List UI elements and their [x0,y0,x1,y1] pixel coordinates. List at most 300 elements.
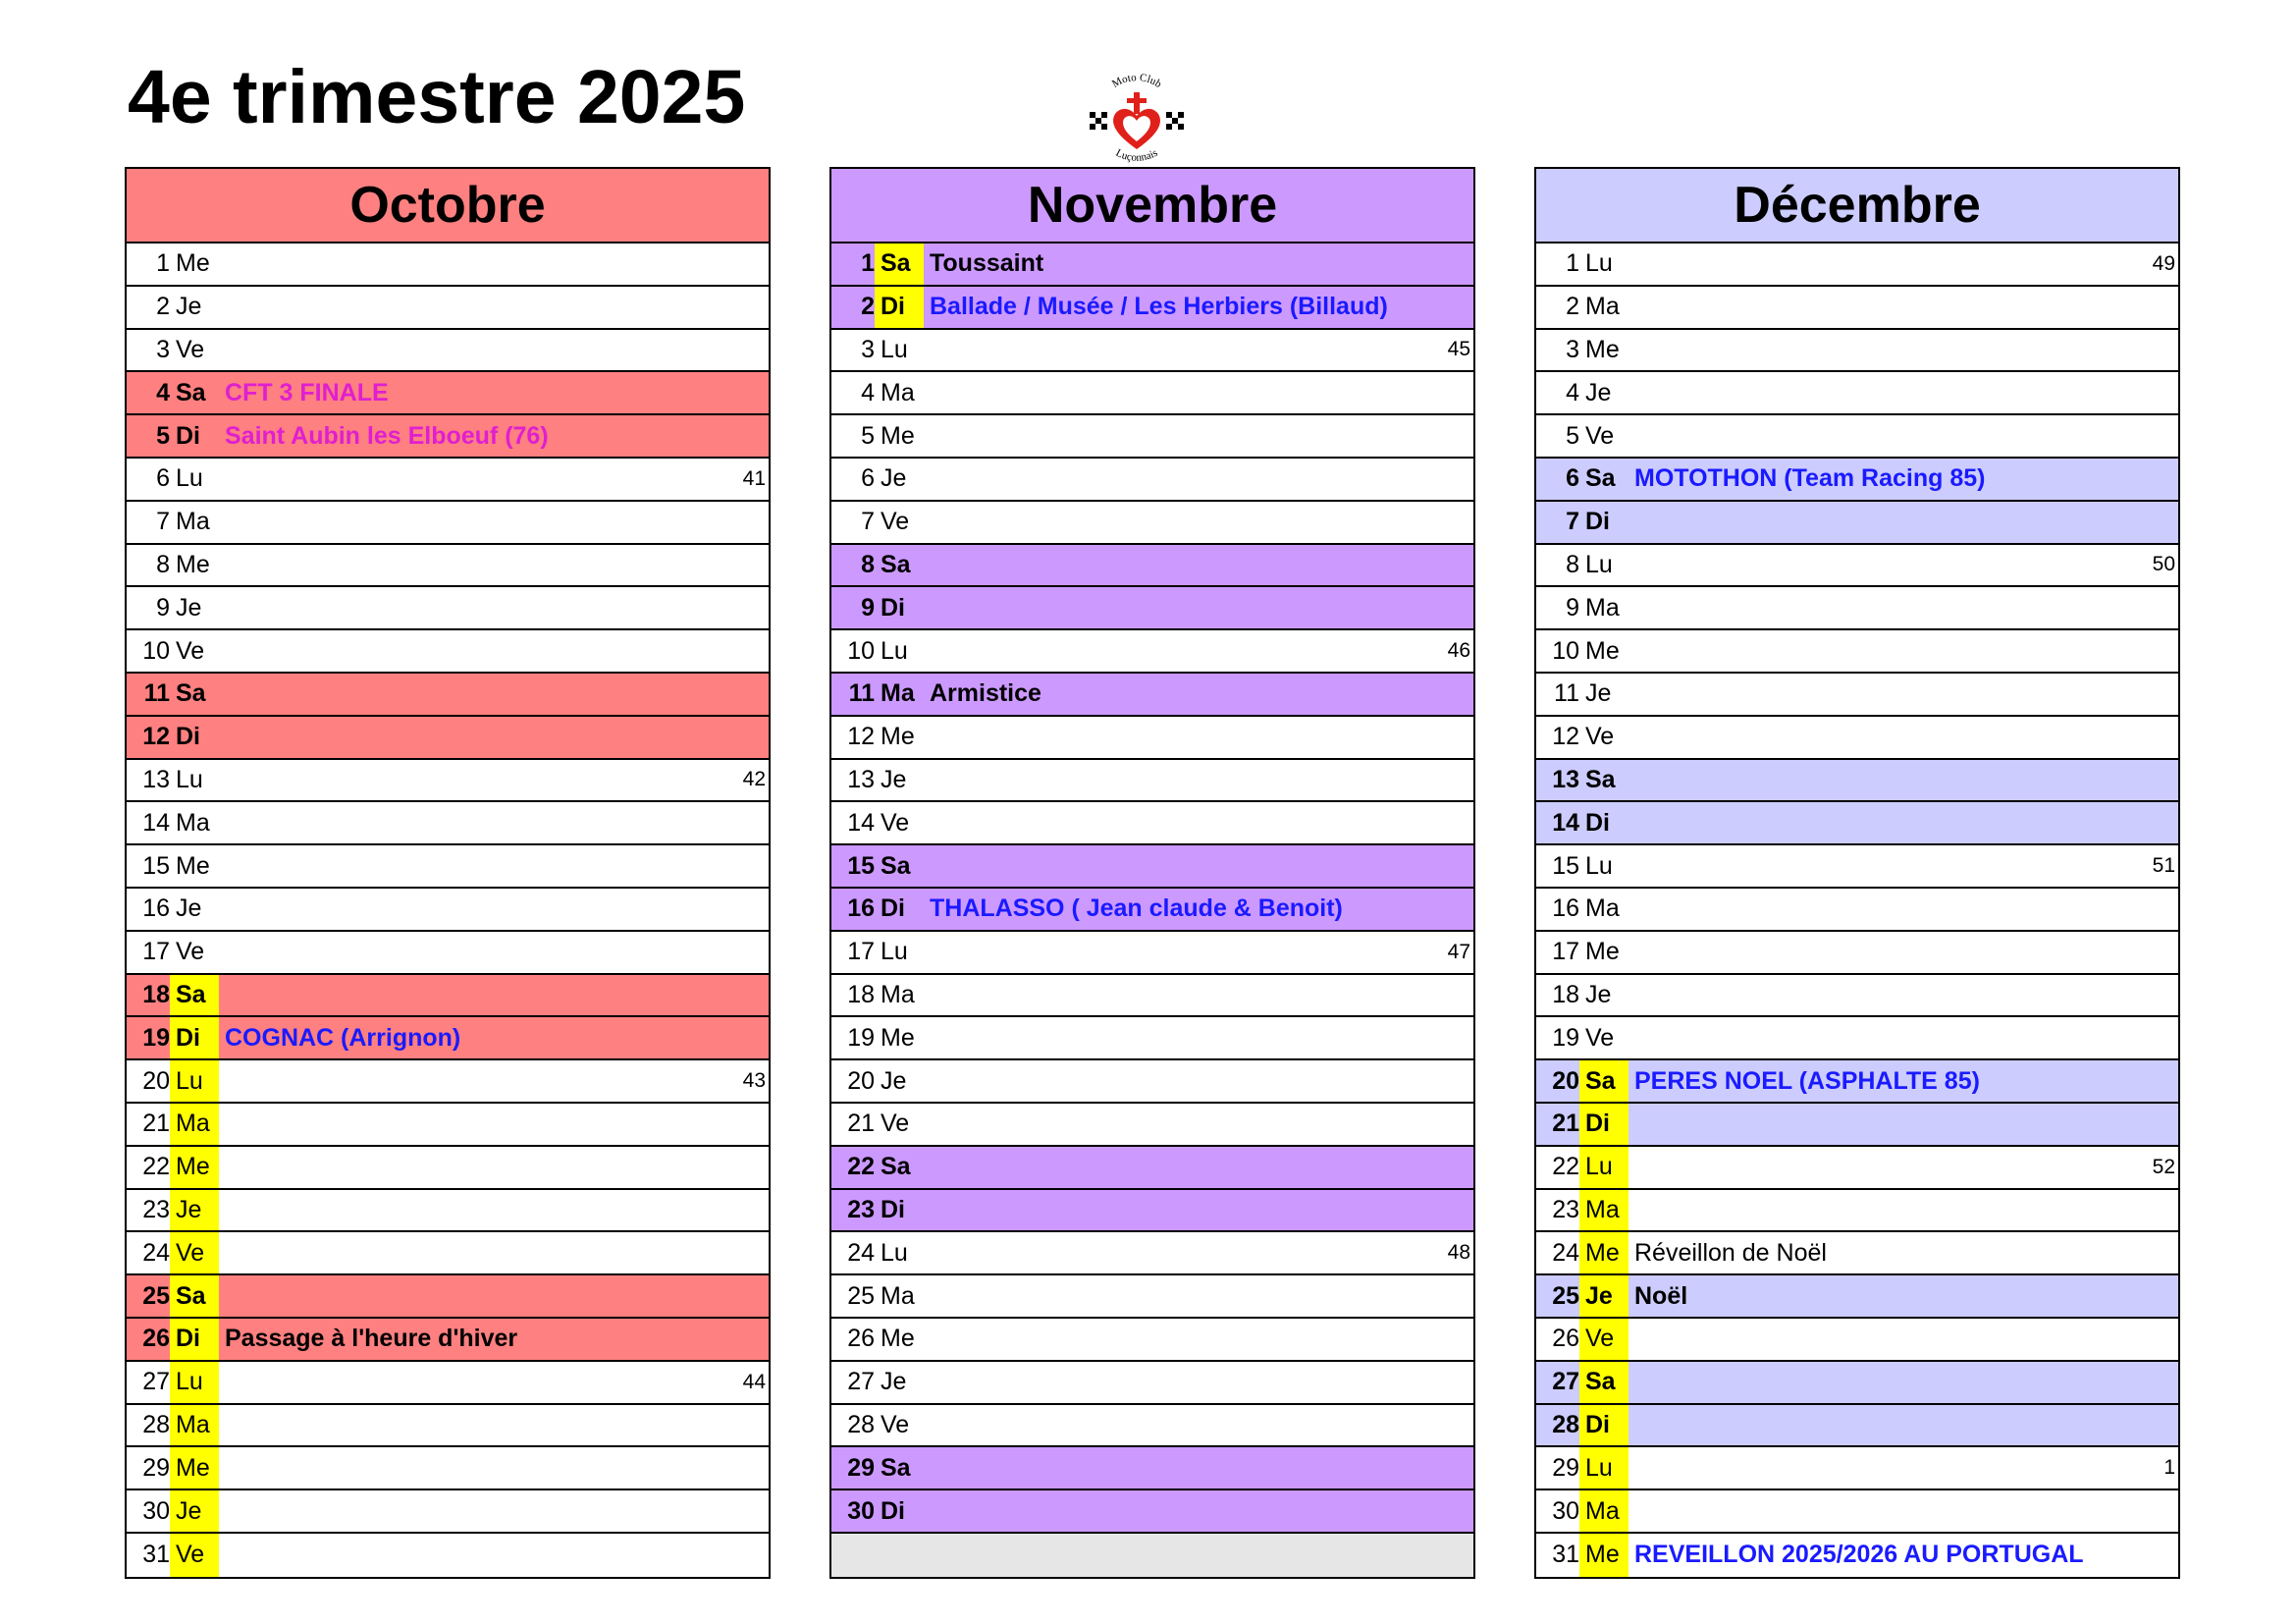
day-name: Ma [881,980,915,1008]
day-number: 23 [847,1195,875,1223]
day-name: Me [1579,1232,1629,1273]
day-row [1536,1104,2178,1147]
day-number: 7 [861,508,875,536]
day-number: 17 [142,938,170,966]
day-number: 19 [847,1023,875,1052]
event-text: Ballade / Musée / Les Herbiers (Billaud) [930,293,1388,321]
day-row [1536,717,2178,760]
day-name: Je [1579,1275,1629,1317]
week-number: 42 [742,768,766,791]
month-header: Novembre [831,169,1473,244]
day-row [127,1447,769,1490]
day-name: Je [1585,679,1612,708]
day-row [127,975,769,1018]
event-text: REVEILLON 2025/2026 AU PORTUGAL [1634,1541,2084,1569]
event-text: Passage à l'heure d'hiver [225,1325,518,1353]
day-row [1536,674,2178,717]
day-row [831,545,1473,588]
day-number: 4 [1566,378,1579,406]
day-row [1536,372,2178,415]
day-row [127,1190,769,1233]
day-row [831,1405,1473,1448]
day-row [127,244,769,287]
day-number: 24 [142,1238,170,1267]
day-row [1536,1534,2178,1577]
day-number: 21 [1552,1110,1579,1138]
day-number: 14 [142,808,170,837]
day-number: 18 [142,980,170,1008]
week-number: 1 [2163,1456,2175,1480]
day-row [831,760,1473,803]
day-row [831,459,1473,502]
day-row [1536,889,2178,932]
day-row [831,415,1473,459]
day-row [1536,1319,2178,1362]
day-row [831,1147,1473,1190]
day-name: Sa [170,975,219,1016]
day-row [1536,630,2178,674]
day-name: Sa [881,550,911,578]
day-name: Je [1585,378,1612,406]
day-row [1536,502,2178,545]
day-number: 12 [1552,723,1579,751]
event-text: Saint Aubin les Elboeuf (76) [225,421,549,450]
day-row [1536,1447,2178,1490]
day-row [831,1190,1473,1233]
day-row [831,244,1473,287]
day-number: 8 [156,550,170,578]
day-row [127,802,769,845]
day-number: 16 [1552,894,1579,923]
day-name: Ma [881,378,915,406]
day-number: 29 [847,1453,875,1482]
day-name: Ma [176,808,210,837]
day-row [1536,1232,2178,1275]
day-row [127,760,769,803]
event-text: COGNAC (Arrignon) [225,1023,461,1052]
day-row [127,1275,769,1319]
day-number: 9 [156,593,170,622]
day-name: Lu [176,765,203,793]
day-name: Di [1585,808,1610,837]
month-header: Octobre [127,169,769,244]
day-name: Ve [881,508,910,536]
week-number: 51 [2152,854,2175,878]
day-name: Me [176,851,210,880]
day-row [1536,975,2178,1018]
day-number: 8 [1566,550,1579,578]
day-number: 1 [156,249,170,278]
day-number: 5 [156,421,170,450]
day-row [831,717,1473,760]
day-row [831,932,1473,975]
day-name: Ve [1585,723,1615,751]
day-name: Ve [1585,1023,1615,1052]
day-number: 11 [143,679,170,708]
day-number: 10 [847,636,875,665]
day-row [127,932,769,975]
day-name: Lu [881,636,908,665]
day-number: 30 [142,1496,170,1525]
day-number: 3 [861,335,875,363]
moto-club-logo [1088,71,1186,165]
day-row [127,1405,769,1448]
day-name: Je [1585,980,1612,1008]
day-name: Ve [170,1534,219,1577]
day-row [127,1017,769,1060]
day-name: Lu [881,1238,908,1267]
day-name: Lu [176,464,203,493]
day-row [127,1362,769,1405]
event-text: MOTOTHON (Team Racing 85) [1634,464,1986,493]
day-row [127,1147,769,1190]
day-name: Lu [1579,1147,1629,1188]
day-number: 27 [1552,1368,1579,1396]
day-number: 9 [1566,593,1579,622]
day-name: Ma [1585,593,1620,622]
svg-text:Moto Club [1110,72,1164,90]
logo-text-top: Moto Club [1109,72,1164,91]
day-name: Me [176,550,210,578]
week-number: 47 [1447,940,1470,963]
day-name: Lu [1579,1447,1629,1489]
day-row [127,372,769,415]
day-number: 11 [1554,679,1579,708]
day-number: 28 [142,1410,170,1438]
day-name: Je [881,1066,907,1095]
day-row [1536,1275,2178,1319]
day-name: Je [170,1490,219,1532]
day-number: 4 [156,378,170,406]
day-name: Sa [875,244,924,285]
day-name: Me [1585,636,1620,665]
day-name: Ma [1585,293,1620,321]
day-number: 2 [156,293,170,321]
day-row [1536,1490,2178,1534]
day-name: Ve [176,335,205,363]
day-name: Di [881,593,905,622]
day-number: 17 [1552,938,1579,966]
day-number: 1 [861,249,875,278]
day-row [1536,845,2178,889]
day-row [127,587,769,630]
day-name: Me [176,249,210,278]
day-name: Sa [881,851,911,880]
day-row [1536,287,2178,330]
day-number: 13 [142,765,170,793]
day-name: Ve [1579,1319,1629,1360]
day-row [1536,802,2178,845]
day-name: Ve [176,938,205,966]
day-number: 10 [142,636,170,665]
page-title: 4e trimestre 2025 [128,55,746,139]
week-number: 41 [742,466,766,490]
day-number: 26 [1552,1325,1579,1353]
day-number: 12 [847,723,875,751]
day-number: 6 [156,464,170,493]
day-name: Je [176,593,202,622]
day-row [1536,545,2178,588]
day-number: 25 [847,1281,875,1310]
day-row [127,889,769,932]
day-number: 11 [848,679,875,708]
day-row [1536,1060,2178,1104]
day-name: Ma [881,679,915,708]
day-number: 31 [142,1541,170,1569]
day-number: 23 [1552,1195,1579,1223]
week-number: 46 [1447,639,1470,663]
day-row [127,415,769,459]
day-name: Je [170,1190,219,1231]
day-row [1536,1190,2178,1233]
day-name: Ma [1579,1190,1629,1231]
day-number: 22 [847,1153,875,1181]
day-name: Ve [1585,421,1615,450]
day-number: 15 [847,851,875,880]
day-name: Ma [1585,894,1620,923]
day-name: Di [1579,1405,1629,1446]
day-name: Sa [176,378,206,406]
day-name: Sa [1585,765,1616,793]
month-table-0 [125,167,771,1579]
day-name: Di [170,1319,219,1360]
day-name: Ve [170,1232,219,1273]
day-name: Ma [170,1405,219,1446]
day-row [127,630,769,674]
month-table-1 [829,167,1475,1579]
day-row [831,1060,1473,1104]
day-row [127,845,769,889]
day-name: Ma [1579,1490,1629,1532]
day-name: Lu [170,1060,219,1102]
day-name: Di [881,894,905,923]
day-name: Ma [881,1281,915,1310]
day-name: Me [1579,1534,1629,1577]
week-number: 50 [2152,553,2175,576]
month-header: Décembre [1536,169,2178,244]
day-row [127,1319,769,1362]
day-number: 25 [1552,1281,1579,1310]
day-number: 20 [1552,1066,1579,1095]
day-row [831,845,1473,889]
day-row [831,287,1473,330]
day-row [127,330,769,373]
day-row [831,1104,1473,1147]
day-number: 27 [847,1368,875,1396]
day-number: 17 [847,938,875,966]
day-number: 1 [1566,249,1579,278]
svg-text:Luçonnais [1114,147,1160,164]
day-number: 12 [142,723,170,751]
day-row [127,459,769,502]
day-row [831,1362,1473,1405]
event-text: CFT 3 FINALE [225,378,389,406]
day-row [831,1534,1473,1577]
day-name: Lu [881,335,908,363]
day-row [127,1232,769,1275]
week-number: 49 [2152,251,2175,275]
day-name: Ma [176,508,210,536]
day-number: 27 [142,1368,170,1396]
day-name: Me [170,1447,219,1489]
event-text: Noël [1634,1281,1688,1310]
month-table-2 [1534,167,2180,1579]
day-name: Di [1585,508,1610,536]
day-name: Di [875,287,924,328]
day-number: 2 [861,293,875,321]
day-row [127,717,769,760]
week-number: 43 [742,1069,766,1093]
day-name: Lu [1585,550,1613,578]
day-name: Sa [170,1275,219,1317]
day-number: 5 [1566,421,1579,450]
day-number: 6 [1566,464,1579,493]
day-name: Me [881,1023,915,1052]
day-name: Lu [1585,851,1613,880]
day-row [831,372,1473,415]
day-number: 18 [1552,980,1579,1008]
day-number: 13 [1552,765,1579,793]
event-text: Armistice [930,679,1041,708]
day-name: Di [881,1195,905,1223]
day-number: 16 [142,894,170,923]
day-number: 14 [1552,808,1579,837]
day-number: 15 [1552,851,1579,880]
day-row [831,889,1473,932]
day-name: Di [176,723,200,751]
day-row [831,1447,1473,1490]
day-number: 30 [1552,1496,1579,1525]
day-name: Lu [881,938,908,966]
day-number: 4 [861,378,875,406]
day-number: 22 [1552,1153,1579,1181]
day-number: 13 [847,765,875,793]
day-number: 24 [1552,1238,1579,1267]
day-row [831,587,1473,630]
day-name: Sa [1579,1362,1629,1403]
day-name: Me [170,1147,219,1188]
day-row [831,674,1473,717]
event-text: PERES NOEL (ASPHALTE 85) [1634,1066,1980,1095]
day-row [1536,1405,2178,1448]
day-name: Me [881,723,915,751]
day-number: 6 [861,464,875,493]
day-name: Sa [176,679,206,708]
day-number: 19 [1552,1023,1579,1052]
day-row [831,502,1473,545]
day-name: Lu [1585,249,1613,278]
day-row [831,975,1473,1018]
day-row [831,1319,1473,1362]
week-number: 52 [2152,1155,2175,1178]
day-row [831,1490,1473,1534]
day-number: 7 [1566,508,1579,536]
day-name: Di [170,1017,219,1058]
day-number: 29 [142,1453,170,1482]
day-row [1536,932,2178,975]
day-number: 2 [1566,293,1579,321]
day-number: 24 [847,1238,875,1267]
day-name: Je [176,293,202,321]
day-row [127,502,769,545]
day-name: Me [1585,335,1620,363]
week-number: 48 [1447,1241,1470,1265]
day-name: Je [881,765,907,793]
day-number: 22 [142,1153,170,1181]
day-row [1536,587,2178,630]
day-row [831,802,1473,845]
day-number: 7 [156,508,170,536]
day-number: 19 [142,1023,170,1052]
day-row [1536,330,2178,373]
day-name: Ve [881,808,910,837]
day-number: 21 [847,1110,875,1138]
day-row [127,1060,769,1104]
day-name: Lu [170,1362,219,1403]
day-name: Sa [881,1153,911,1181]
day-row [1536,1362,2178,1405]
day-name: Di [1579,1104,1629,1145]
day-number: 20 [847,1066,875,1095]
day-row [1536,244,2178,287]
day-row [1536,1017,2178,1060]
day-name: Je [881,1368,907,1396]
day-name: Je [176,894,202,923]
day-number: 18 [847,980,875,1008]
day-name: Me [881,421,915,450]
event-text: Réveillon de Noël [1634,1238,1827,1267]
day-row [127,1534,769,1577]
event-text: Toussaint [930,249,1044,278]
day-number: 25 [142,1281,170,1310]
day-number: 8 [861,550,875,578]
day-row [1536,459,2178,502]
day-number: 23 [142,1195,170,1223]
day-name: Me [1585,938,1620,966]
day-number: 20 [142,1066,170,1095]
day-number: 26 [142,1325,170,1353]
week-number: 44 [742,1370,766,1393]
day-name: Me [881,1325,915,1353]
day-name: Sa [1579,1060,1629,1102]
day-number: 28 [1552,1410,1579,1438]
day-number: 29 [1552,1453,1579,1482]
day-name: Sa [1585,464,1616,493]
day-number: 30 [847,1496,875,1525]
day-row [1536,760,2178,803]
day-number: 16 [847,894,875,923]
day-number: 15 [142,851,170,880]
day-row [1536,1147,2178,1190]
day-row [831,630,1473,674]
event-text: THALASSO ( Jean claude & Benoit) [930,894,1343,923]
day-row [831,1275,1473,1319]
day-name: Ma [170,1104,219,1145]
day-number: 28 [847,1410,875,1438]
day-number: 14 [847,808,875,837]
day-number: 26 [847,1325,875,1353]
day-name: Ve [881,1410,910,1438]
day-row [127,1104,769,1147]
day-row [1536,415,2178,459]
day-row [831,1017,1473,1060]
day-number: 3 [156,335,170,363]
logo-text-bottom: Luçonnais [1113,146,1160,164]
day-number: 3 [1566,335,1579,363]
day-name: Sa [881,1453,911,1482]
day-number: 9 [861,593,875,622]
day-row [127,674,769,717]
